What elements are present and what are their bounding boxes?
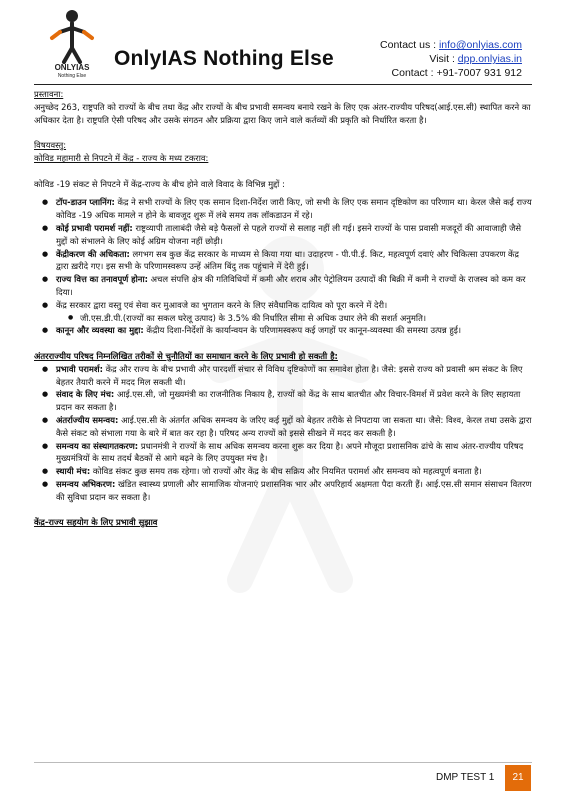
- subject-lead: कोविड -19 संकट से निपटने में केंद्र-राज्य के बीच होने वाले विवाद के विभिन्न मुद्दों :: [34, 178, 285, 189]
- sub-list: [56, 312, 534, 325]
- list-item: ● कोई प्रभावी परामर्श नहीं: राष्ट्रव्यापी तालाबंदी जैसे बड़े फैसलों से पहले राज्यों से सलाह नहीं ली गई। इसने राज्यों के पास प्रवासी मजदूरों की आवाजाही जैसे मुद्दों को संभालने के लिए कोई अग्रिम योजना नहीं छोड़ी।: [56, 222, 534, 248]
- svg-text:ONLYIAS: ONLYIAS: [54, 63, 90, 72]
- intro-heading: प्रस्तावना:: [34, 89, 64, 99]
- document-body: [34, 88, 534, 529]
- page-number: 21: [505, 765, 531, 791]
- onlyias-logo: [44, 8, 100, 78]
- contact-email-line: [380, 38, 522, 52]
- list-item: ● कानून और व्यवस्था का मुद्दा: केंद्रीय दिशा-निर्देशों के कार्यान्वयन के परिणामस्वरूप कई जगहों पर कानून-व्यवस्था की समस्या उत्पन्न हुई।: [56, 324, 534, 337]
- subject-subheading: कोविड महामारी से निपटने में केंद्र - राज्य के मध्य टकराव:: [34, 152, 209, 163]
- footer-divider: [34, 762, 532, 763]
- intro-paragraph: अनुच्छेद 263, राष्ट्रपति को राज्यों के बीच तथा केंद्र और राज्यों के बीच प्रभावी समन्वय बनाये रखने के लिए एक अंतर-राज्यीय परिषद(आई.एस.सी) स्थापित करने का अधिकार देता है। राष्ट्रपति ऐसी परिषद और उसके संगठन और प्रक्रिया द्वारा किए जाने वाले कर्तव्यों की प्रकृति को निर्धारित करता है।: [34, 101, 531, 125]
- phone-line: Contact : +91-7007 931 912: [391, 67, 522, 79]
- list-item: ● स्थायी मंच: कोविड संकट कुछ समय तक रहेगा। जो राज्यों और केंद्र के बीच सक्रिय और नियमित परामर्श और समन्वय को महत्वपूर्ण बनाता है।: [56, 465, 534, 478]
- list-item: ● टॉप-डाउन प्लानिंग: केंद्र ने सभी राज्यों के लिए एक समान दिशा-निर्देश जारी किए, जो सभी के लिए एक समान दृष्टिकोण का परिणाम था। केरल जैसे कई राज्य कोविड -19 अधिक मामले न होने के बावजूद शुरू में लंबे समय तक लॉकडाउन में रहे।: [56, 196, 534, 222]
- list-item: ● केंद्रीकरण की अधिकता: लगभग सब कुछ केंद्र सरकार के माध्यम से किया गया था। उदाहरण - पी.पी.ई. किट, महत्वपूर्ण दवाएं और चिकित्सा उपकरण केंद्र द्वारा ख़रीदे गए। इस सभी के परिणामस्वरूप उन्हें अंतिम बिंदु तक पहुंचाने में देरी हुई।: [56, 248, 534, 274]
- list-item: ● समन्वय अभिकरण: खंडित स्वास्थ्य प्रणाली और सामाजिक योजनाएं प्रशासनिक भार और अपरिहार्य अक्षमता पैदा करती हैं। आई.एस.सी समान संसाधन वितरण की सुविधा प्रदान कर सकता है।: [56, 478, 534, 504]
- page-header: [0, 0, 566, 88]
- footer-label: DMP TEST 1: [436, 772, 495, 783]
- list-item: ● समन्वय का संस्थागतकरण: प्रधानमंत्री ने राज्यों के साथ अधिक समन्वय करना शुरू कर दिया है। अपने मौजूदा प्रशासनिक ढांचे के साथ अंतर-राज्यीय परिषद मुख्यमंत्रियों के साथ तदर्थ बैठकों से आगे बढ़ने के लिए उपयुक्त मंच है।: [56, 440, 534, 466]
- contact-block: [380, 38, 522, 80]
- header-divider: [34, 84, 532, 85]
- visit-line: [380, 52, 522, 66]
- council-heading: अंतरराज्यीय परिषद निम्नलिखित तरीकों से चुनौतियों का समाधान करने के लिए प्रभावी हो सकती है:: [34, 350, 338, 361]
- svg-text:Nothing Else: Nothing Else: [57, 73, 87, 78]
- contact-label: Contact us :: [380, 39, 439, 51]
- list-item: ● केंद्र सरकार द्वारा वस्तु एवं सेवा कर मुआवजे का भुगतान करने के लिए संवैधानिक दायित्व को पूरा करने में देरी। ● जी.एस.डी.पी.(राज्यों का सकल घरेलू उत्पाद) के 3.5% की निर्धारित सीमा से अधिक उधार लेने की सशर्त अनुमति।: [56, 299, 534, 325]
- list-item: ● संवाद के लिए मंच: आई.एस.सी, जो मुख्यमंत्री का राजनीतिक निकाय है, राज्यों को केंद्र के साथ बातचीत और विचार-विमर्श में प्रवेश करने के लिए सहायता प्रदान कर सकता है।: [56, 388, 534, 414]
- list-item: ● अंतर्राज्यीय समन्वय: आई.एस.सी के अंतर्गत अधिक समन्वय के जरिए कई मुद्दों को बेहतर तरीके से निपटाया जा सकता था। जैसे: विश्व, केरल तथा उसके द्वारा कैसे संकट को संभाला गया के बारे में बात कर रहा है। परिषद अन्य राज्यों को इससे सीखने में मदद कर सकती है।: [56, 414, 534, 440]
- list-item: ● प्रभावी परामर्श: केंद्र और राज्य के बीच प्रभावी और पारदर्शी संचार से विविध दृष्टिकोणों का समावेश होता है। जैसे: इससे राज्य को प्रवासी श्रम संकट के लिए बेहतर तैयारी करने में मदद मिल सकती थी।: [56, 363, 534, 389]
- council-list: [34, 363, 534, 504]
- page-footer: [0, 760, 566, 800]
- brand-title: OnlyIAS Nothing Else: [114, 47, 334, 70]
- contact-email-link[interactable]: info@onlyias.com: [438, 39, 522, 51]
- subject-heading: विषयवस्तु:: [34, 140, 67, 151]
- visit-link[interactable]: dpp.onlyias.in: [457, 53, 522, 65]
- list-item: ● राज्य वित्त का तनावपूर्ण होना: अचल संपत्ति क्षेत्र की गतिविधियों में कमी और शराब और पेट्रोलियम उत्पादों की बिक्री में कमी ने राज्यों के राजस्व को कम कर दिया।: [56, 273, 534, 299]
- conflict-list: [34, 196, 534, 337]
- suggestions-heading: केंद्र-राज्य सहयोग के लिए प्रभावी सुझाव: [34, 517, 158, 528]
- visit-label: Visit :: [429, 53, 458, 65]
- sub-list-item: ● जी.एस.डी.पी.(राज्यों का सकल घरेलू उत्पाद) के 3.5% की निर्धारित सीमा से अधिक उधार लेने की सशर्त अनुमति।: [80, 312, 534, 325]
